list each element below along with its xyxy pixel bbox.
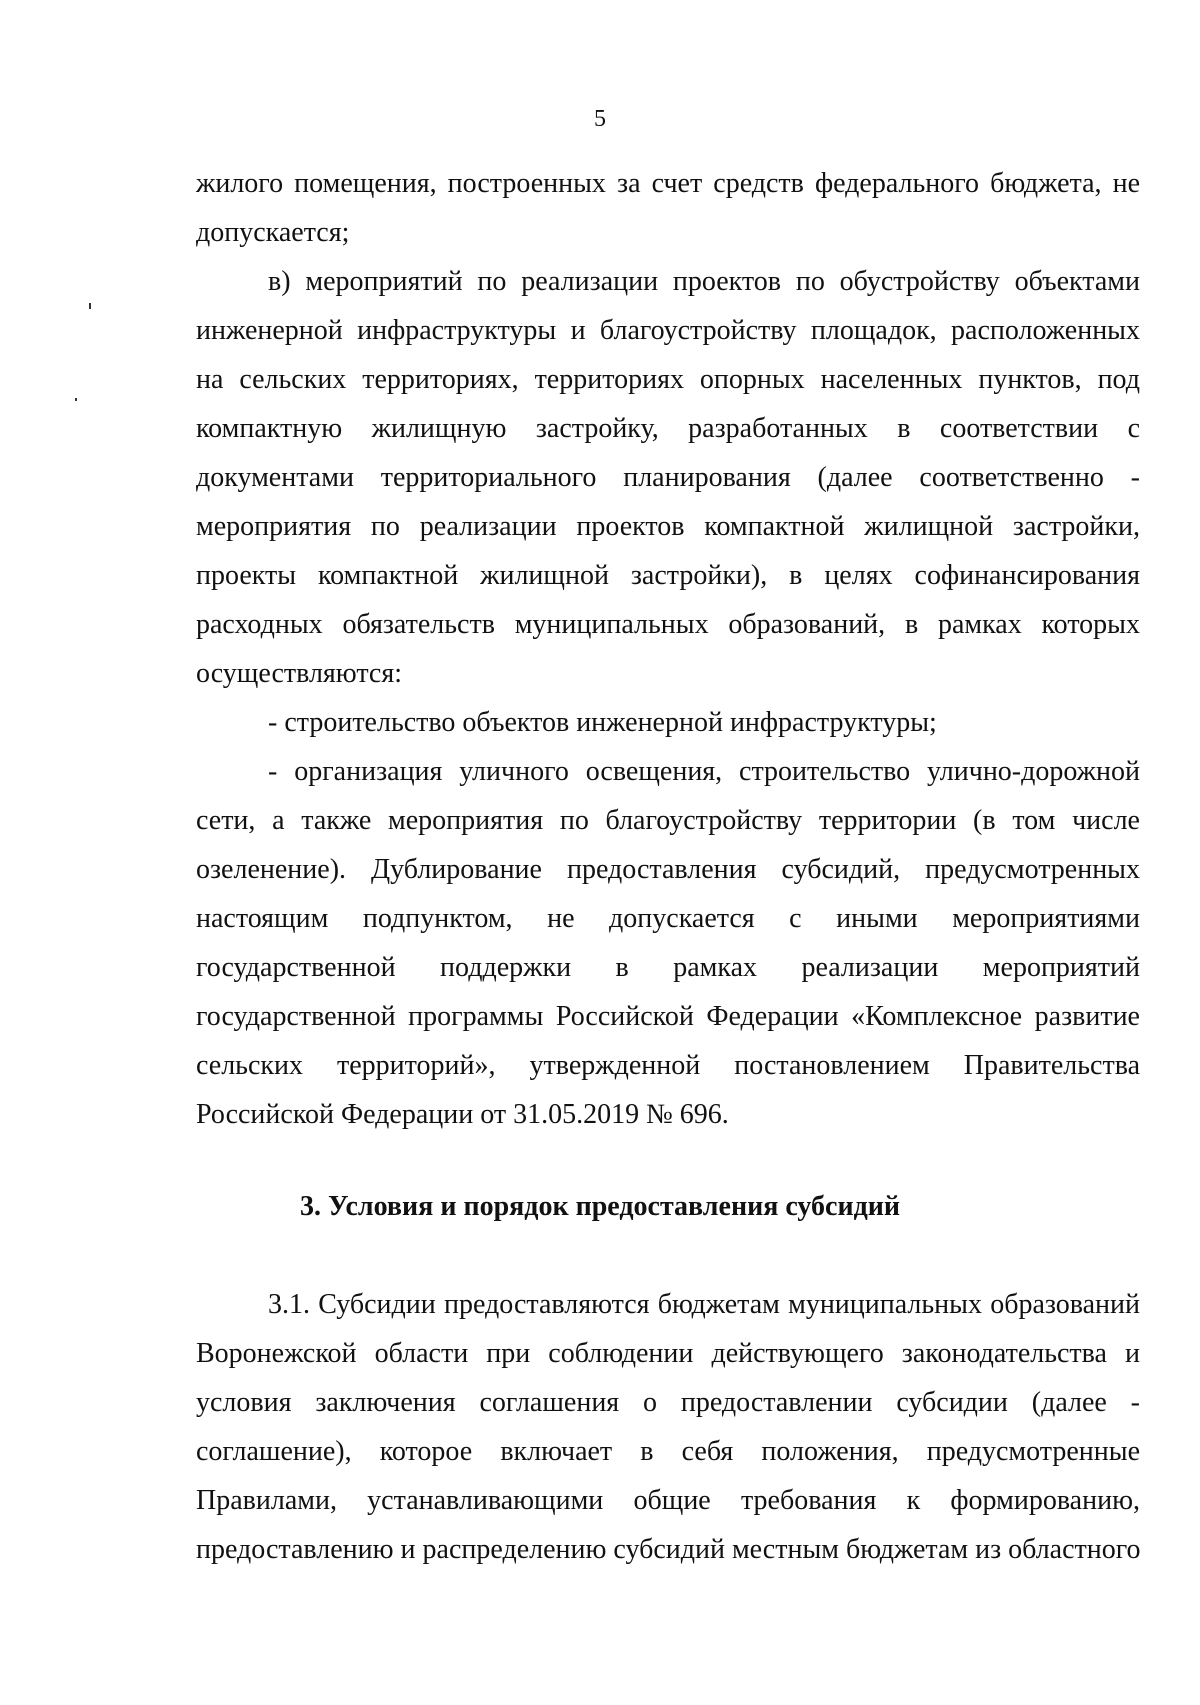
section-heading: 3. Условия и порядок предоставления субсидий [299,1191,901,1222]
text-line: расходных обязательств муниципальных образований, в рамках которых [196,609,1140,640]
text-line: государственной программы Российской Федерации «Комплексное развитие [196,1001,1140,1032]
text-line: осуществляются: [196,658,403,689]
text-line: Воронежской области при соблюдении действующего законодательства и [196,1338,1140,1369]
text-line: жилого помещения, построенных за счет средств федерального бюджета, не [196,168,1140,199]
scan-mark [75,398,77,401]
text-line: на сельских территориях, территориях опорных населенных пунктов, под [196,364,1140,395]
text-line: настоящим подпунктом, не допускается с иными мероприятиями [196,903,1140,934]
text-line: Правилами, устанавливающими общие требования к формированию, [196,1485,1140,1516]
text-line: допускается; [196,217,350,248]
text-line: государственной поддержки в рамках реализации мероприятий [196,952,1140,983]
text-line: Российской Федерации от 31.05.2019 № 696. [196,1099,729,1130]
text-line: соглашение), которое включает в себя положения, предусмотренные [196,1436,1140,1467]
text-line: инженерной инфраструктуры и благоустройству площадок, расположенных [196,315,1140,346]
text-line: документами территориального планирования (далее соответственно - [196,462,1140,493]
text-line: озеленение). Дублирование предоставления субсидий, предусмотренных [196,854,1140,885]
text-line: в) мероприятий по реализации проектов по обустройству объектами [268,266,1140,297]
text-line: 3.1. Субсидии предоставляются бюджетам муниципальных образований [268,1289,1140,1320]
list-item: - организация уличного освещения, строительство улично-дорожной [268,756,1140,787]
text-line: мероприятия по реализации проектов компактной жилищной застройки, [196,511,1140,542]
page-number: 5 [594,106,606,132]
text-line: предоставлению и распределению субсидий местным бюджетам из областного [196,1534,1141,1565]
text-line: компактную жилищную застройку, разработанных в соответствии с [196,413,1140,444]
text-line: условия заключения соглашения о предоставлении субсидии (далее - [196,1387,1140,1418]
text-line: сети, а также мероприятия по благоустройству территории (в том числе [196,805,1140,836]
text-line: проекты компактной жилищной застройки), в целях софинансирования [196,560,1140,591]
text-line: сельских территорий», утвержденной постановлением Правительства [196,1050,1140,1081]
list-item: - строительство объектов инженерной инфраструктуры; [268,707,937,738]
scan-mark [89,303,91,309]
